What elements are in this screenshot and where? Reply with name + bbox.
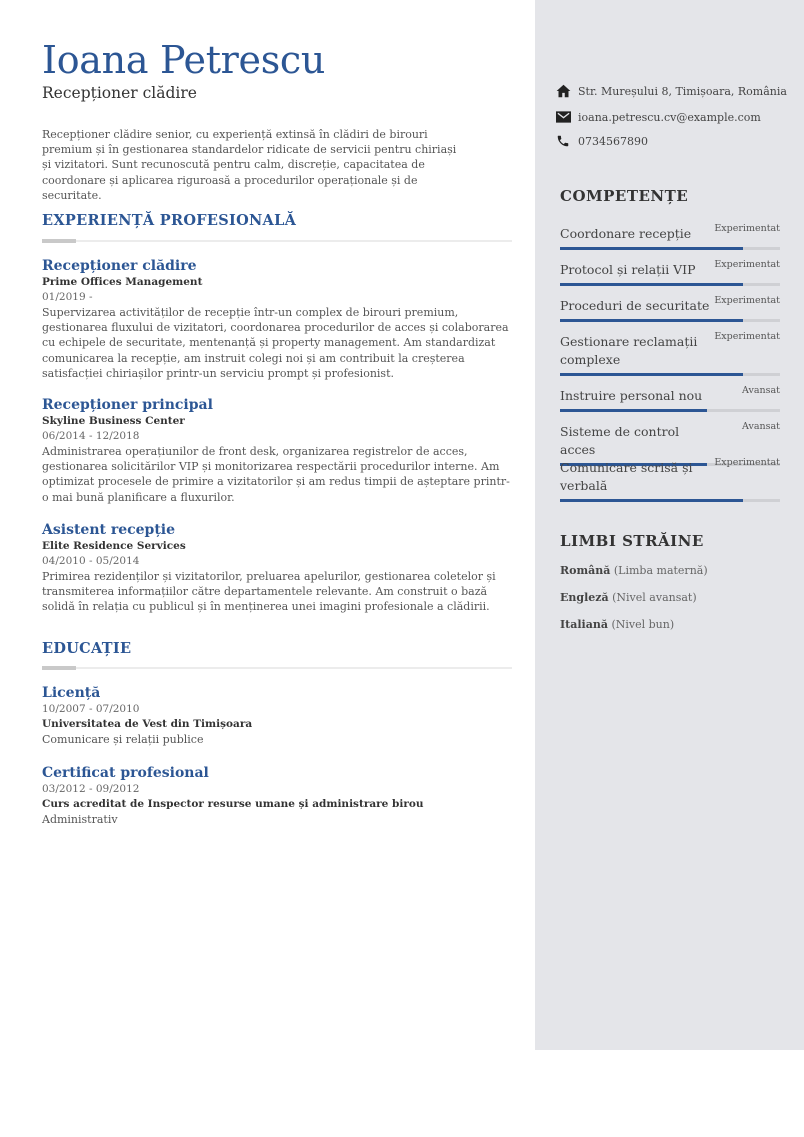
skill-bar [560, 409, 780, 412]
job-dates: 01/2019 - [42, 291, 93, 303]
skill-level: Experimentat [714, 295, 780, 306]
skill-item [560, 333, 780, 376]
section-title-education: EDUCAȚIE [42, 640, 132, 657]
contact-email[interactable] [555, 109, 761, 125]
skill-level: Experimentat [714, 457, 780, 468]
section-divider [42, 667, 512, 669]
skill-level: Experimentat [714, 223, 780, 234]
job-title: Asistent recepție [42, 522, 176, 538]
skill-name: Comunicare scrisă și verbală [560, 460, 693, 493]
degree-field: Administrativ [42, 813, 118, 826]
skill-name: Proceduri de securitate [560, 298, 710, 313]
job-title: Recepționer principal [42, 397, 213, 413]
skill-bar-fill [560, 319, 743, 322]
job-description: Primirea rezidenților și vizitatorilor, preluarea apelurilor, gestionarea coletelor și transmiterea informațiilor către departamentele relevante. Am construit o bază solidă în relația cu publicul și în menținerea unei imagini profesionale a clădirii. [42, 570, 496, 614]
address-text: Str. Mureșului 8, Timișoara, România [578, 84, 787, 98]
home-icon [555, 83, 571, 99]
skill-level: Avansat [742, 421, 780, 432]
skill-bar [560, 319, 780, 322]
skill-bar-fill [560, 373, 743, 376]
language-level: (Nivel bun) [611, 618, 675, 631]
degree-institution: Universitatea de Vest din Timișoara [42, 718, 253, 730]
skill-item [560, 261, 780, 286]
mail-icon [555, 109, 571, 125]
experience-entry [42, 257, 512, 381]
section-title-languages: LIMBI STRĂINE [560, 532, 704, 550]
degree-dates: 03/2012 - 09/2012 [42, 783, 140, 795]
section-title-experience: EXPERIENȚĂ PROFESIONALĂ [42, 212, 297, 229]
skill-bar [560, 283, 780, 286]
language-level: (Limba maternă) [613, 564, 708, 577]
job-title: Recepționer clădire [42, 258, 197, 274]
candidate-role: Recepționer clădire [42, 84, 197, 102]
language-name: Italiană [560, 618, 608, 631]
job-dates: 04/2010 - 05/2014 [42, 555, 140, 567]
skill-bar-fill [560, 499, 743, 502]
skill-name: Coordonare recepție [560, 226, 692, 241]
job-company: Elite Residence Services [42, 540, 186, 552]
job-company: Prime Offices Management [42, 276, 203, 288]
skill-bar-fill [560, 283, 743, 286]
language-name: Română [560, 564, 611, 577]
skill-item [560, 387, 780, 412]
job-description: Supervizarea activităților de recepție într-un complex de birouri premium, gestionarea fluxului de vizitatori, coordonarea procedurilor de acces și colaborarea cu echipele de securitate, mentenanță și property management. Am standardizat comunicarea la recepție, am instruit colegi noi și am contribuit la creșterea satisfacției chiriașilor printr-un serviciu prompt și profesionist. [42, 306, 509, 380]
job-description: Administrarea operațiunilor de front desk, organizarea registrelor de acces, gestionarea solicitărilor VIP și monitorizarea respectării procedurilor interne. Am optimizat procesele de primire a vizitatorilor și am redus timpii de așteptare printr-o mai bună planificare a fluxurilor. [42, 445, 510, 504]
skill-level: Experimentat [714, 259, 780, 270]
sidebar-panel [535, 0, 804, 1050]
degree-institution: Curs acreditat de Inspector resurse umane și administrare birou [42, 798, 424, 810]
skill-item [560, 459, 780, 502]
phone-text[interactable]: 0734567890 [578, 134, 648, 148]
language-item [560, 591, 697, 604]
phone-icon [555, 133, 571, 149]
skill-name: Gestionare reclamații complexe [560, 334, 698, 367]
education-entry [42, 764, 512, 827]
contact-address [555, 83, 787, 99]
education-entry [42, 684, 512, 747]
experience-entry [42, 521, 512, 615]
contact-phone[interactable] [555, 133, 648, 149]
skill-level: Avansat [742, 385, 780, 396]
skill-level: Experimentat [714, 331, 780, 342]
degree-title: Certificat profesional [42, 765, 209, 781]
language-name: Engleză [560, 591, 609, 604]
skill-bar [560, 373, 780, 376]
skill-bar [560, 247, 780, 250]
candidate-name: Ioana Petrescu [42, 38, 326, 82]
job-company: Skyline Business Center [42, 415, 185, 427]
section-title-skills: COMPETENȚE [560, 187, 689, 205]
degree-dates: 10/2007 - 07/2010 [42, 703, 140, 715]
profile-summary: Recepționer clădire senior, cu experiență extinsă în clădiri de birouri premium și în gestionarea standardelor ridicate de servicii pentru chiriași și vizitatori. Sunt recunoscută pentru calm, discreție, capacitatea de coordonare și aplicarea riguroasă a procedurilor operaționale și de securitate. [42, 128, 457, 202]
skill-bar-fill [560, 247, 743, 250]
experience-entry [42, 396, 512, 505]
skill-name: Protocol și relații VIP [560, 262, 696, 277]
skill-item [560, 297, 780, 322]
job-dates: 06/2014 - 12/2018 [42, 430, 140, 442]
language-item [560, 618, 674, 631]
skill-item [560, 225, 780, 250]
degree-field: Comunicare și relații publice [42, 733, 204, 746]
skill-name: Sisteme de control acces [560, 424, 680, 457]
skill-name: Instruire personal nou [560, 388, 703, 403]
skill-bar [560, 499, 780, 502]
degree-title: Licență [42, 685, 101, 701]
language-item [560, 564, 708, 577]
language-level: (Nivel avansat) [612, 591, 697, 604]
section-divider [42, 240, 512, 242]
email-text[interactable]: ioana.petrescu.cv@example.com [578, 110, 761, 124]
skill-bar-fill [560, 409, 707, 412]
